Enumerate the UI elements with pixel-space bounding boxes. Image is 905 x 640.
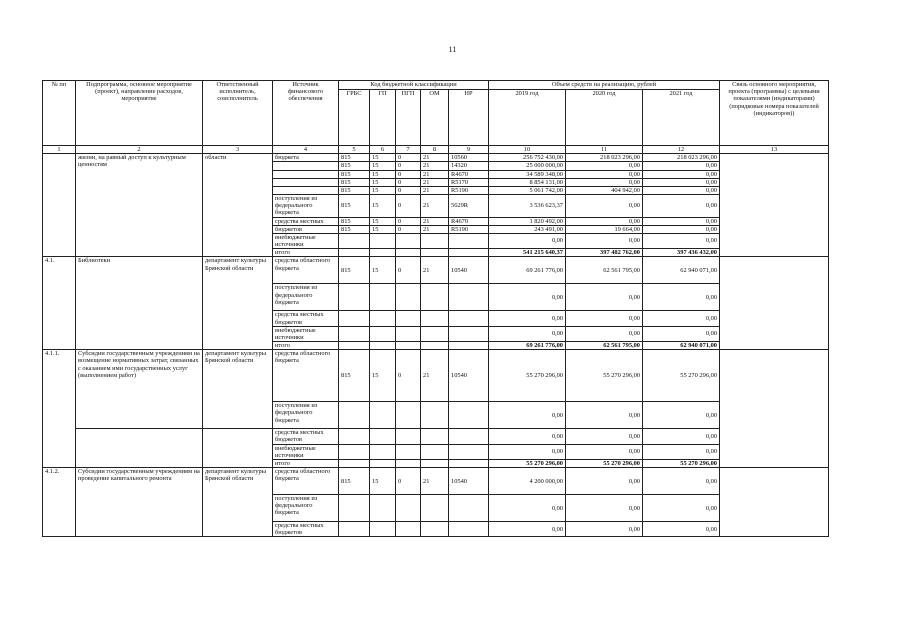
cell-np [449, 429, 489, 444]
header-np: НР [449, 90, 489, 146]
cell-grbs: 815 [339, 154, 370, 162]
cell-source: бюджета [273, 154, 339, 162]
header-grbs: ГРБС [339, 90, 370, 146]
cell-2020: 0,00 [566, 402, 643, 429]
cell-np [449, 249, 489, 257]
cell-source: средства областного бюджета [273, 468, 339, 495]
cell-om: 21 [421, 350, 449, 402]
cell-2019: 3 536 623,37 [489, 195, 566, 218]
cell-pgp: 0 [396, 257, 421, 284]
cell-grbs: 815 [339, 178, 370, 186]
cell-om [421, 522, 449, 537]
cell-2021: 0,00 [643, 326, 720, 341]
cell-2020: 0,00 [566, 233, 643, 248]
cell-pgp: 0 [396, 225, 421, 233]
cell-om [421, 233, 449, 248]
cell-np [449, 284, 489, 311]
cell-2020: 55 270 296,00 [566, 350, 643, 402]
cell-np: R4670 [449, 217, 489, 225]
cell-2021: 0,00 [643, 284, 720, 311]
cell-grbs [339, 522, 370, 537]
cell-2020: 0,00 [566, 170, 643, 178]
cell-np: R5170 [449, 178, 489, 186]
cell-gp [370, 402, 396, 429]
cell-2020: 62 561 795,00 [566, 257, 643, 284]
cell-2019: 34 589 348,00 [489, 170, 566, 178]
cell-om: 21 [421, 225, 449, 233]
cell-gp [370, 495, 396, 522]
cell-grbs: 815 [339, 170, 370, 178]
cell-gp: 15 [370, 154, 396, 162]
cell-2020-total: 397 482 762,00 [566, 249, 643, 257]
cell-2021-total: 55 270 296,00 [643, 459, 720, 467]
cell-2021: 0,00 [643, 402, 720, 429]
cell-pgp: 0 [396, 178, 421, 186]
cell-2021: 0,00 [643, 444, 720, 459]
cell-pgp [396, 522, 421, 537]
cell-source: средства местных бюджетов [273, 311, 339, 326]
budget-table-container [42, 80, 829, 537]
cell-2021: 0,00 [643, 522, 720, 537]
cell-np [449, 444, 489, 459]
cell-gp [370, 342, 396, 350]
cell-2020: 0,00 [566, 217, 643, 225]
cell-pgp [396, 311, 421, 326]
cell-np [449, 342, 489, 350]
cell-grbs: 815 [339, 257, 370, 284]
cell-gp: 15 [370, 225, 396, 233]
cell-program: Субсидии государственным учреждениям на проведение капитального ремонта [76, 468, 203, 537]
cell-2021: 62 940 071,00 [643, 257, 720, 284]
cell-grbs: 815 [339, 162, 370, 170]
header-executor: Ответственный исполнитель, соисполнитель [203, 81, 273, 146]
cell-source: поступления из федерального бюджета [273, 402, 339, 429]
cell-no [43, 154, 76, 257]
header-link: Связь основного мероприятия, проекта (программы) с целевыми показателями (индикаторами) (порядковые номера показателей (индикаторов)) [720, 81, 829, 146]
cell-executor: департамент культуры Брянской области [203, 257, 273, 350]
cell-2021: 55 270 296,00 [643, 350, 720, 402]
cell-no: 4.1.1. [43, 350, 76, 468]
cell-2019: 0,00 [489, 429, 566, 444]
cell-gp: 15 [370, 217, 396, 225]
cell-2019: 69 261 776,00 [489, 257, 566, 284]
cell-pgp [396, 429, 421, 444]
cell-pgp [396, 459, 421, 467]
cell-source: средства областного бюджета [273, 350, 339, 402]
cell-2019: 0,00 [489, 311, 566, 326]
cell-pgp: 0 [396, 154, 421, 162]
cell-gp: 15 [370, 170, 396, 178]
cell-pgp: 0 [396, 217, 421, 225]
cell-np: 10540 [449, 257, 489, 284]
cell-gp: 15 [370, 162, 396, 170]
cell-source: итого [273, 459, 339, 467]
cell-2020: 0,00 [566, 468, 643, 495]
cell-gp [370, 522, 396, 537]
cell-2021: 0,00 [643, 233, 720, 248]
cell-om: 21 [421, 257, 449, 284]
cell-grbs [339, 495, 370, 522]
cell-2019: 0,00 [489, 402, 566, 429]
cell-2020: 218 023 296,00 [566, 154, 643, 162]
cell-source [273, 186, 339, 194]
cell-source: средства местных [273, 217, 339, 225]
cell-source [273, 170, 339, 178]
cell-gp [370, 326, 396, 341]
header-2021: 2021 год [643, 90, 720, 146]
cell-pgp [396, 284, 421, 311]
col-number: 7 [396, 146, 421, 154]
cell-2021: 0,00 [643, 311, 720, 326]
cell-np [449, 311, 489, 326]
cell-source: средства местных бюджетов [273, 429, 339, 444]
col-number: 13 [720, 146, 829, 154]
cell-2020: 0,00 [566, 178, 643, 186]
cell-om: 21 [421, 217, 449, 225]
cell-2020: 0,00 [566, 326, 643, 341]
cell-pgp [396, 495, 421, 522]
cell-2020: 404 942,00 [566, 186, 643, 194]
cell-om: 21 [421, 178, 449, 186]
header-source: Источник финансового обеспечения [273, 81, 339, 146]
header-no: № пп [43, 81, 76, 146]
cell-pgp: 0 [396, 170, 421, 178]
col-number: 9 [449, 146, 489, 154]
cell-2020: 0,00 [566, 162, 643, 170]
page-number: 11 [448, 45, 457, 54]
header-budget-code: Код бюджетной классификации [339, 81, 489, 90]
cell-gp [370, 444, 396, 459]
cell-np: R5190 [449, 225, 489, 233]
cell-source: бюджетов [273, 225, 339, 233]
cell-program: жизни, на равный доступ к культурным ценностям [76, 154, 203, 257]
cell-om: 21 [421, 154, 449, 162]
cell-2020: 0,00 [566, 429, 643, 444]
cell-grbs [339, 342, 370, 350]
cell-2019: 0,00 [489, 444, 566, 459]
cell-grbs [339, 402, 370, 429]
table-row [43, 350, 829, 402]
cell-om: 21 [421, 162, 449, 170]
cell-pgp: 0 [396, 186, 421, 194]
cell-program: Библиотеки [76, 257, 203, 350]
col-number: 8 [421, 146, 449, 154]
header-2020: 2020 год [566, 90, 643, 146]
cell-grbs: 815 [339, 350, 370, 402]
cell-2020: 0,00 [566, 522, 643, 537]
cell-grbs [339, 326, 370, 341]
cell-pgp [396, 326, 421, 341]
cell-2020: 0,00 [566, 311, 643, 326]
cell-2019: 8 854 131,00 [489, 178, 566, 186]
col-number: 4 [273, 146, 339, 154]
cell-np [449, 233, 489, 248]
cell-gp [370, 249, 396, 257]
header-program: Подпрограмма, основное мероприятие (проект), направление расходов, мероприятие [76, 81, 203, 146]
cell-om [421, 444, 449, 459]
col-number: 5 [339, 146, 370, 154]
cell-2020: 0,00 [566, 195, 643, 218]
cell-om [421, 429, 449, 444]
cell-om: 21 [421, 468, 449, 495]
cell-pgp [396, 444, 421, 459]
cell-2021-total: 397 436 432,00 [643, 249, 720, 257]
cell-np [449, 459, 489, 467]
cell-grbs: 815 [339, 468, 370, 495]
cell-2019-total: 541 215 640,37 [489, 249, 566, 257]
cell-pgp: 0 [396, 195, 421, 218]
col-number: 11 [566, 146, 643, 154]
cell-source: внебюджетные источники [273, 444, 339, 459]
cell-np: 10560 [449, 154, 489, 162]
cell-executor: департамент культуры Брянской области [203, 350, 273, 429]
cell-grbs [339, 249, 370, 257]
cell-np: 5629R [449, 195, 489, 218]
cell-gp: 15 [370, 186, 396, 194]
cell-pgp: 0 [396, 350, 421, 402]
cell-np: 10540 [449, 350, 489, 402]
col-number: 6 [370, 146, 396, 154]
cell-om [421, 249, 449, 257]
cell-2020: 0,00 [566, 284, 643, 311]
cell-np [449, 402, 489, 429]
cell-source: поступления из федерального бюджета [273, 284, 339, 311]
cell-source: поступления из федерального бюджета [273, 195, 339, 218]
cell-2021: 0,00 [643, 195, 720, 218]
cell-om [421, 495, 449, 522]
cell-gp: 15 [370, 468, 396, 495]
cell-np: 14320 [449, 162, 489, 170]
cell-grbs [339, 459, 370, 467]
cell-executor: области [203, 154, 273, 257]
cell-grbs [339, 284, 370, 311]
cell-2019: 243 491,00 [489, 225, 566, 233]
cell-2020: 19 664,00 [566, 225, 643, 233]
cell-link [720, 468, 829, 537]
cell-gp: 15 [370, 350, 396, 402]
cell-2019: 55 270 296,00 [489, 350, 566, 402]
cell-2021: 0,00 [643, 217, 720, 225]
cell-source: итого [273, 342, 339, 350]
cell-grbs: 815 [339, 195, 370, 218]
cell-gp [370, 311, 396, 326]
cell-om [421, 284, 449, 311]
cell-2019: 1 820 492,00 [489, 217, 566, 225]
cell-source: итого [273, 249, 339, 257]
cell-2019: 0,00 [489, 522, 566, 537]
cell-om: 21 [421, 195, 449, 218]
cell-gp [370, 429, 396, 444]
cell-link [720, 154, 829, 257]
cell-2021: 0,00 [643, 170, 720, 178]
cell-2020-total: 55 270 296,00 [566, 459, 643, 467]
cell-link [720, 350, 829, 468]
header-volume: Объем средств на реализацию, рублей [489, 81, 720, 90]
col-number: 1 [43, 146, 76, 154]
cell-om: 21 [421, 186, 449, 194]
cell-2020: 0,00 [566, 444, 643, 459]
cell-pgp [396, 342, 421, 350]
cell-2021: 0,00 [643, 162, 720, 170]
cell-np: R5190 [449, 186, 489, 194]
cell-pgp: 0 [396, 162, 421, 170]
cell-2020: 0,00 [566, 495, 643, 522]
cell-executor: департамент культуры Брянской области [203, 468, 273, 537]
header-om: ОМ [421, 90, 449, 146]
header-2019: 2019 год [489, 90, 566, 146]
header-pgp: ПГП [396, 90, 421, 146]
cell-gp: 15 [370, 195, 396, 218]
cell-grbs [339, 233, 370, 248]
table-row [43, 468, 829, 495]
cell-2019: 25 000 000,00 [489, 162, 566, 170]
cell-grbs [339, 311, 370, 326]
cell-np: R4670 [449, 170, 489, 178]
cell-2021: 0,00 [643, 468, 720, 495]
cell-2021: 0,00 [643, 186, 720, 194]
cell-np [449, 326, 489, 341]
cell-2019: 0,00 [489, 326, 566, 341]
cell-grbs: 815 [339, 225, 370, 233]
cell-2021: 0,00 [643, 225, 720, 233]
cell-np [449, 495, 489, 522]
col-number: 2 [76, 146, 203, 154]
cell-gp: 15 [370, 178, 396, 186]
cell-link [720, 257, 829, 350]
cell-source: внебюджетные источники [273, 326, 339, 341]
cell-2019: 0,00 [489, 284, 566, 311]
cell-gp [370, 284, 396, 311]
cell-2021: 0,00 [643, 495, 720, 522]
header-gp: ГП [370, 90, 396, 146]
cell-np: 10540 [449, 468, 489, 495]
cell-grbs [339, 429, 370, 444]
cell-no: 4.1. [43, 257, 76, 350]
cell-2019: 0,00 [489, 495, 566, 522]
table-row [43, 257, 829, 284]
cell-pgp: 0 [396, 468, 421, 495]
cell-source: средства местных бюджетов [273, 522, 339, 537]
cell-no: 4.1.2. [43, 468, 76, 537]
cell-np [449, 522, 489, 537]
table-row [43, 154, 829, 162]
cell-source: средства областного бюджета [273, 257, 339, 284]
cell-source [273, 162, 339, 170]
cell-grbs: 815 [339, 186, 370, 194]
cell-2019-total: 55 270 296,00 [489, 459, 566, 467]
cell-om [421, 459, 449, 467]
cell-2019: 4 200 000,00 [489, 468, 566, 495]
cell-2021: 218 023 296,00 [643, 154, 720, 162]
header-row-1 [43, 81, 829, 90]
cell-program [76, 429, 203, 468]
cell-source [273, 178, 339, 186]
cell-2019: 256 752 430,00 [489, 154, 566, 162]
cell-executor [203, 429, 273, 468]
cell-2021-total: 62 940 071,00 [643, 342, 720, 350]
budget-table [42, 80, 829, 537]
cell-program: Субсидии государственным учреждениям на возмещение нормативных затрат, связанных с оказанием ими государственных услуг (выполнением работ) [76, 350, 203, 429]
cell-om [421, 311, 449, 326]
col-number: 10 [489, 146, 566, 154]
cell-om [421, 402, 449, 429]
cell-gp [370, 459, 396, 467]
cell-pgp [396, 402, 421, 429]
cell-pgp [396, 233, 421, 248]
cell-grbs [339, 444, 370, 459]
cell-2019-total: 69 261 776,00 [489, 342, 566, 350]
cell-gp: 15 [370, 257, 396, 284]
cell-source: внебюджетные источники [273, 233, 339, 248]
table-row [43, 429, 829, 444]
cell-2019: 5 061 742,00 [489, 186, 566, 194]
cell-om [421, 342, 449, 350]
col-number: 12 [643, 146, 720, 154]
column-numbers-row [43, 146, 829, 154]
cell-2020-total: 62 561 795,00 [566, 342, 643, 350]
cell-source: поступления из федерального бюджета [273, 495, 339, 522]
cell-om: 21 [421, 170, 449, 178]
cell-2019: 0,00 [489, 233, 566, 248]
cell-2021: 0,00 [643, 429, 720, 444]
cell-om [421, 326, 449, 341]
cell-gp [370, 233, 396, 248]
cell-pgp [396, 249, 421, 257]
col-number: 3 [203, 146, 273, 154]
cell-grbs: 815 [339, 217, 370, 225]
cell-2021: 0,00 [643, 178, 720, 186]
